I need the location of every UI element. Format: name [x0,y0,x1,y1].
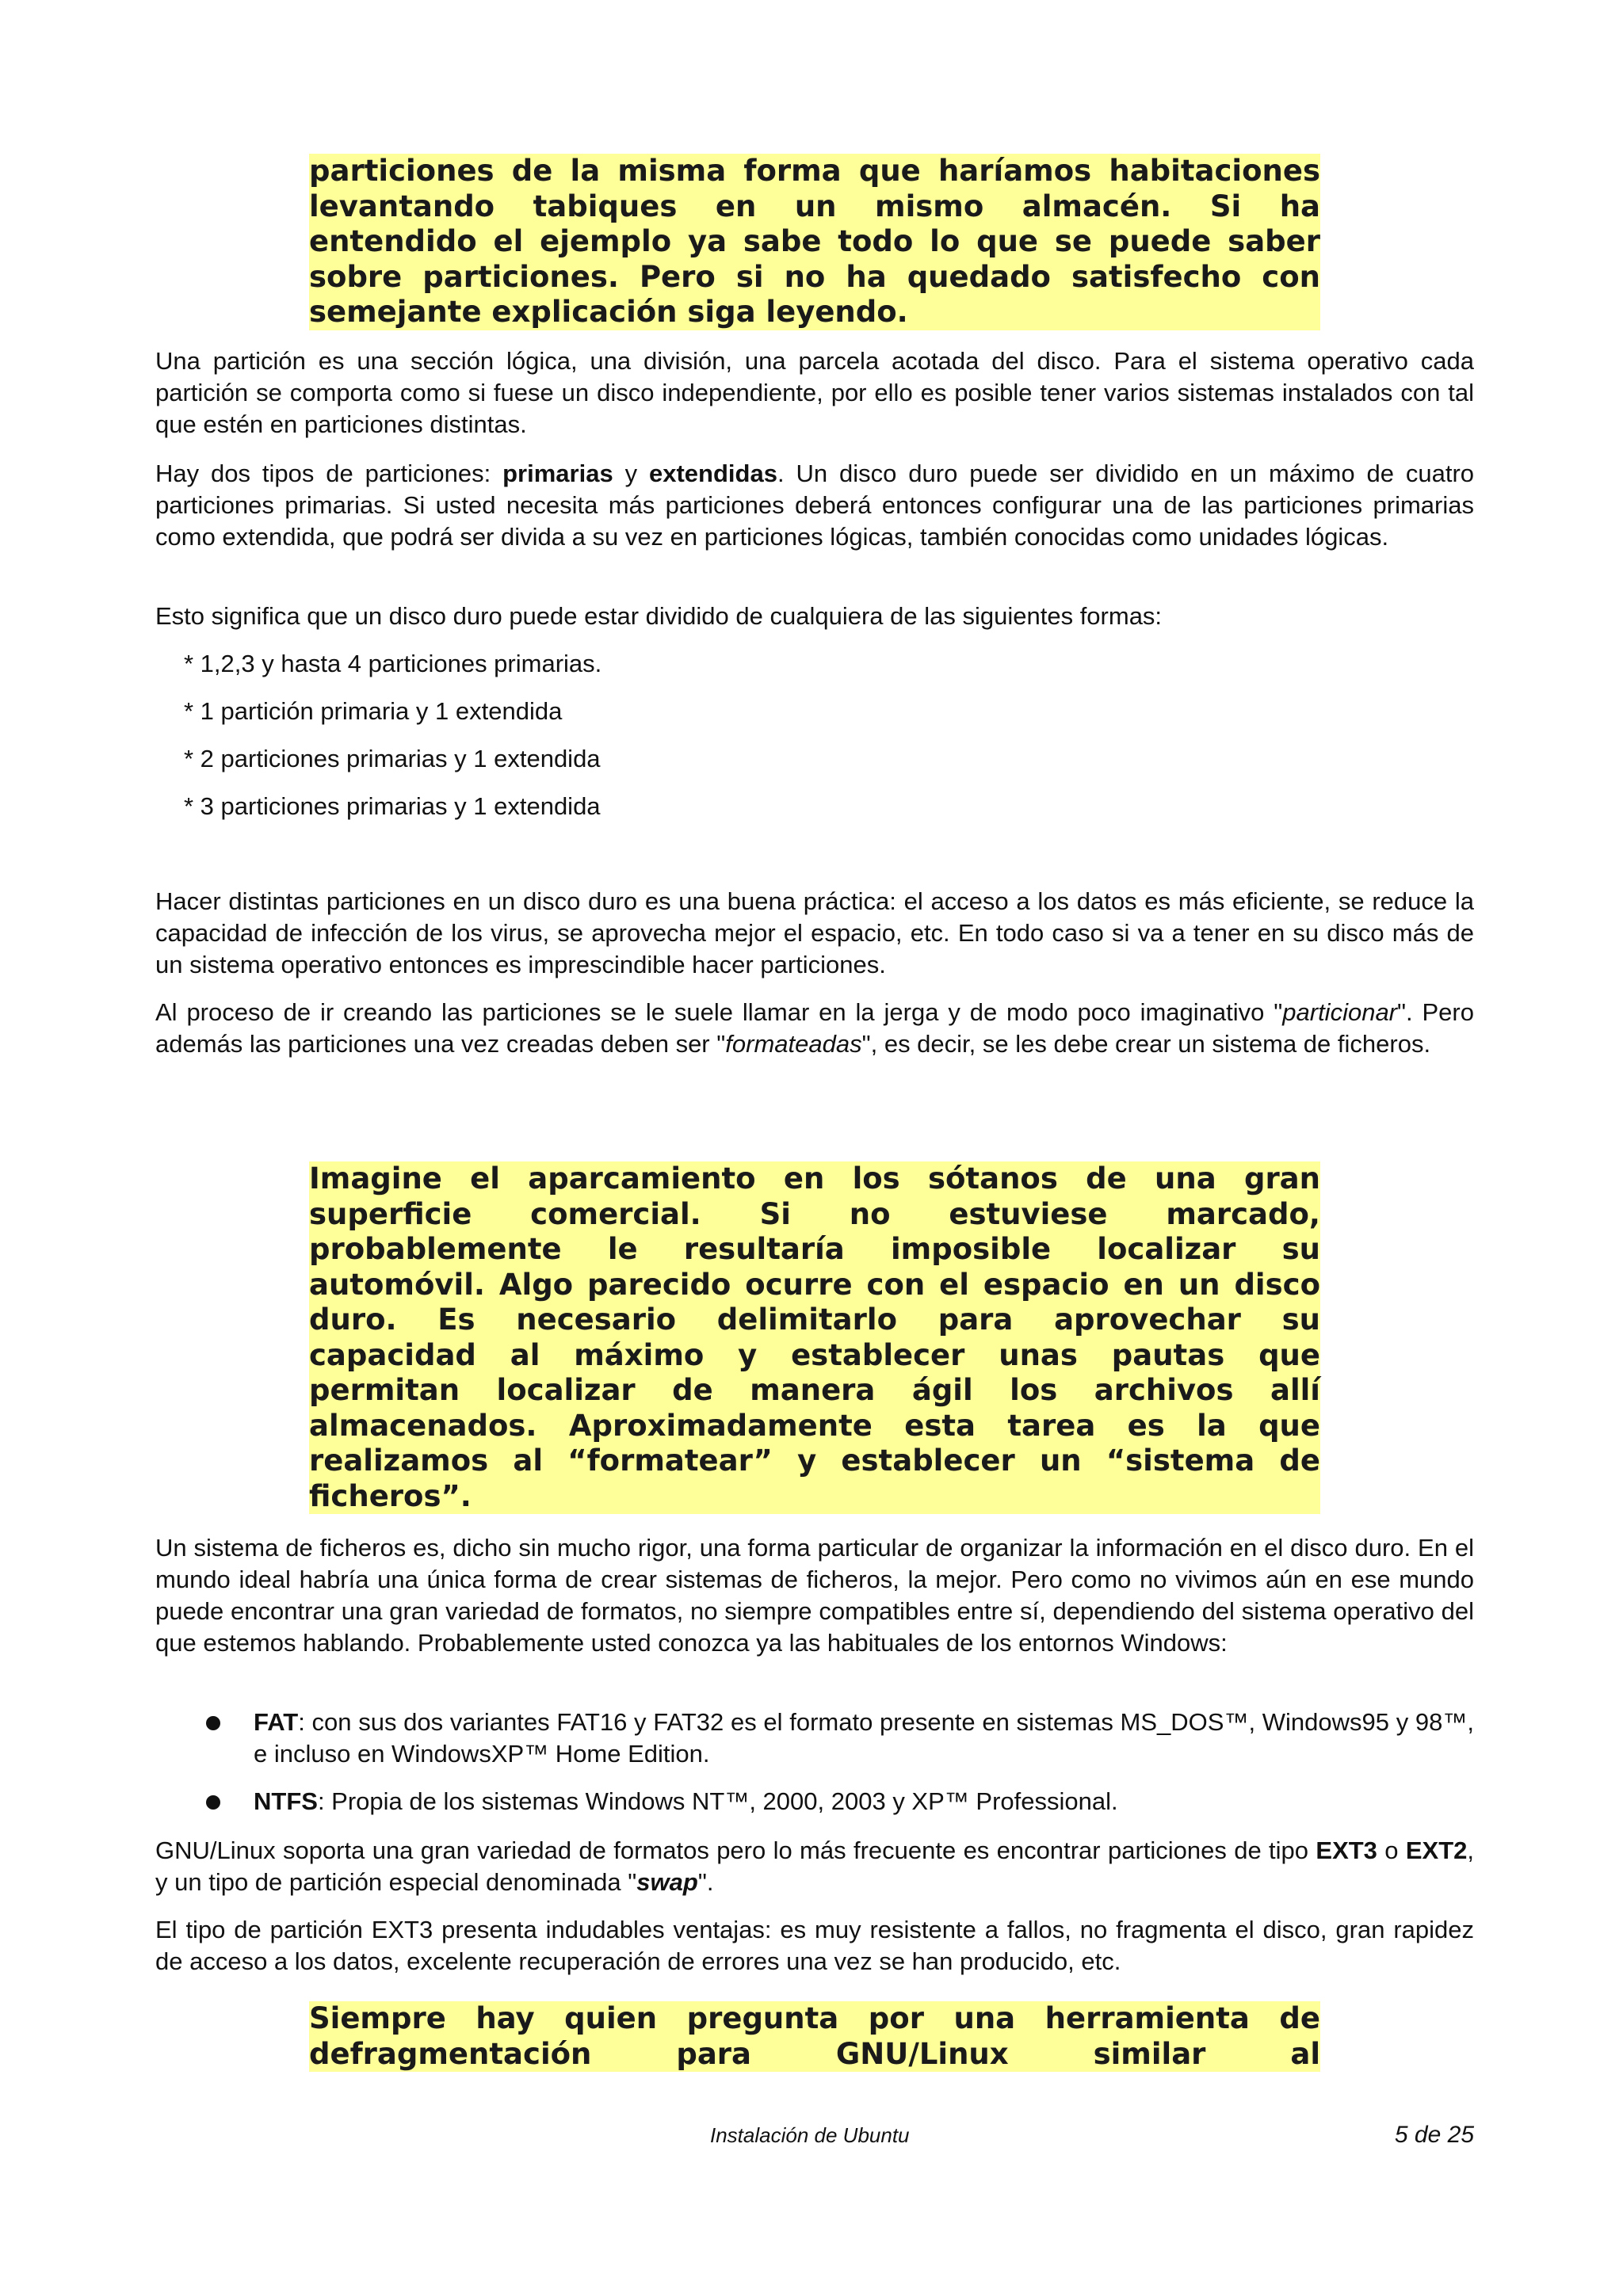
note-line: almacenados. Aproximadamente esta tarea es la que [309,1408,1320,1443]
note-line: automóvil. Algo parecido ocurre con el espacio en un disco [309,1267,1320,1302]
paragraph-division-forms [155,601,1474,632]
text-run: : con sus dos variantes FAT16 y FAT32 es el formato presente en sistemas MS_DOS™, Windows95 y 98™, e incluso en WindowsXP™ Home Edition. [254,1708,1474,1768]
paragraph-ext3-advantages [155,1914,1474,1978]
bullet-text [254,1786,1474,1817]
paragraph-text: Hacer distintas particiones en un disco duro es una buena práctica: el acceso a los datos es más eficiente, se reduce la capacidad de infección de los virus, se aprovecha mejor el espacio, etc. En todo caso si va a tener en su disco más de un sistema operativo entonces es imprescindible hacer particiones. [155,887,1474,978]
term-extendidas: extendidas [649,460,777,487]
note-line: realizamos al “formatear” y establecer un “sistema de [309,1444,1320,1478]
note-line: semejante explicación siga leyendo. [309,295,908,329]
text-run: ". Pero además las particiones una vez creadas deben ser " [155,998,1474,1058]
term-formateadas: formateadas [725,1030,862,1058]
text-run: Al proceso de ir creando las particiones se le suele llamar en la jerga y de modo poco imaginativo " [155,998,1283,1026]
text-run: Hay dos tipos de particiones: [155,460,503,487]
note-line: particiones de la misma forma que haríamos habitaciones [309,154,1320,188]
bullet-icon [206,1716,220,1730]
note-line: Imagine el aparcamiento en los sótanos de una gran [309,1161,1320,1196]
text-run: GNU/Linux soporta una gran variedad de formatos pero lo más frecuente es encontrar particiones de tipo [155,1836,1316,1864]
paragraph-good-practice [155,886,1474,981]
note-line: superficie comercial. Si no estuviese marcado, [309,1196,1320,1231]
paragraph-text: Una partición es una sección lógica, una división, una parcela acotada del disco. Para el sistema operativo cada partición se comporta como si fuese un disco independiente, por ello es posible tener varios sistemas instalados con tal que estén en particiones distintas. [155,347,1474,438]
note-line: permitan localizar de manera ágil los archivos allí [309,1373,1320,1407]
note-line: capacidad al máximo y establecer unas pautas que [309,1337,1320,1372]
highlight-note-partitions [309,154,1320,330]
term-ext2: EXT2 [1405,1836,1468,1864]
note-line: ficheros”. [309,1478,472,1513]
note-line: entendido el ejemplo ya sabe todo lo que se puede saber [309,224,1320,258]
text-run: . Un disco duro puede ser dividido en un máximo de cuatro particiones primarias. Si usted necesita más particiones deberá entonces configurar una de las particiones primarias como extendida, que podrá ser divida a su vez en particiones lógicas, también conocidas como unidades lógicas. [155,460,1475,551]
list-item: * 1,2,3 y hasta 4 particiones primarias. [184,650,602,677]
page-number: 5 de 25 [1394,2122,1474,2148]
text-run: ". [697,1868,714,1896]
footer-title: Instalación de Ubuntu [710,2123,910,2147]
note-line: levantando tabiques en un mismo almacén. Si ha [309,189,1320,223]
text-run: y [613,460,649,487]
list-item: * 3 particiones primarias y 1 extendida [184,792,601,820]
term-ext3: EXT3 [1316,1836,1377,1864]
list-item: * 1 partición primaria y 1 extendida [184,697,563,725]
paragraph-text [155,458,1474,553]
note-line: defragmentación para GNU/Linux similar al [309,2036,1320,2071]
paragraph-text: El tipo de partición EXT3 presenta indudables ventajas: es muy resistente a fallos, no fragmenta el disco, gran rapidez de acceso a los datos, excelente recuperación de errores una vez se han producido, etc. [155,1916,1474,1975]
list-item: * 2 particiones primarias y 1 extendida [184,745,601,772]
paragraph-text: Un sistema de ficheros es, dicho sin mucho rigor, una forma particular de organizar la información en el disco duro. En el mundo ideal habría una única forma de crear sistemas de ficheros, la mejor. Pero como no vivimos aún en ese mundo puede encontrar una gran variedad de formatos, no siempre compatibles entre sí, dependiendo del sistema operativo del que estemos hablando. Probablemente usted conozca ya las habituales de los entornos Windows: [155,1534,1474,1657]
term-fat: FAT [254,1708,299,1736]
text-run: : Propia de los sistemas Windows NT™, 2000, 2003 y XP™ Professional. [317,1787,1118,1815]
term-ntfs: NTFS [254,1787,318,1815]
paragraph-partition-types [155,458,1474,553]
paragraph-linux-formats [155,1835,1474,1898]
term-swap: swap [636,1868,698,1896]
note-line: duro. Es necesario delimitarlo para aprovechar su [309,1302,1320,1337]
highlight-note-parking [309,1161,1320,1514]
paragraph-particionar [155,997,1474,1060]
highlight-note-defrag [309,2001,1320,2072]
paragraph-text: Esto significa que un disco duro puede estar dividido de cualquiera de las siguientes formas: [155,602,1163,630]
term-primarias: primarias [502,460,613,487]
note-line: sobre particiones. Pero si no ha quedado satisfecho con [309,259,1320,294]
text-run: ", es decir, se les debe crear un sistema de ficheros. [861,1030,1431,1058]
bullet-text [254,1707,1474,1770]
paragraph-file-systems [155,1532,1474,1659]
paragraph-text [155,997,1474,1060]
note-line: Siempre hay quien pregunta por una herramienta de [309,2001,1320,2035]
term-particionar: particionar [1282,998,1398,1026]
paragraph-text [155,1835,1474,1898]
text-run: , y un tipo de partición especial denominada " [155,1836,1475,1896]
bullet-icon [206,1795,220,1810]
note-line: probablemente le resultaría imposible localizar su [309,1232,1320,1266]
text-run: o [1377,1836,1406,1864]
paragraph-partition-definition [155,345,1474,441]
